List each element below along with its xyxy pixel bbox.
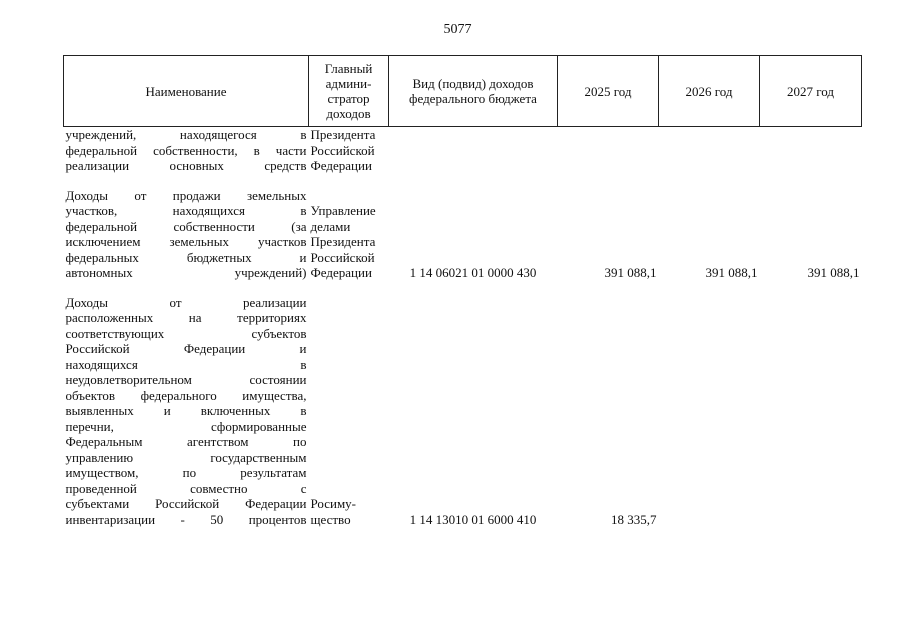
revenue-table bbox=[63, 55, 862, 527]
row-gap bbox=[64, 174, 862, 188]
header-admin: Главный админи- стратор доходов bbox=[309, 56, 389, 127]
row-2026: 391 088,1 bbox=[705, 265, 758, 280]
row-name: Доходы от реализации расположенных на территориях соответствующих субъектов Российской Федерации и находящихся в неудовлетворительном состоянии объектов федерального имущества, выявленных и включенных в перечни, сформированные Федеральным агентством по управлению государственным имуществом, по результатам проведенной совместно с субъектами Российской Федерации инвентаризации - 50 процентов bbox=[65, 294, 307, 527]
row-admin: Президента Российской Федерации bbox=[310, 127, 376, 173]
header-2027: 2027 год bbox=[760, 56, 862, 127]
header-2025: 2025 год bbox=[558, 56, 659, 127]
row-2026 bbox=[659, 127, 760, 174]
table-row bbox=[64, 127, 862, 174]
row-2027 bbox=[760, 295, 862, 528]
row-2027: 391 088,1 bbox=[807, 265, 860, 280]
table-row bbox=[64, 188, 862, 281]
row-2025: 391 088,1 bbox=[604, 265, 657, 280]
row-2026 bbox=[659, 295, 760, 528]
table-header-row bbox=[64, 56, 862, 127]
row-2027 bbox=[760, 127, 862, 174]
table-row bbox=[64, 295, 862, 528]
row-admin: Управление делами Президента Российской Федерации bbox=[310, 203, 376, 280]
row-name: Доходы от продажи земельных участков, находящихся в федеральной собственности (за исключением земельных участков федеральных бюджетных и автономных учреждений) bbox=[65, 187, 307, 280]
row-admin: Росиму- щество bbox=[310, 496, 357, 527]
row-name: учреждений, находящегося в федеральной собственности, в части реализации основных средств bbox=[65, 127, 307, 173]
row-2025 bbox=[558, 127, 659, 174]
row-code: 1 14 13010 01 6000 410 bbox=[409, 511, 537, 527]
header-2026: 2026 год bbox=[659, 56, 760, 127]
header-name: Наименование bbox=[64, 56, 309, 127]
page-number: 5077 bbox=[443, 22, 472, 37]
row-code bbox=[389, 127, 558, 174]
row-gap bbox=[64, 281, 862, 295]
row-code: 1 14 06021 01 0000 430 bbox=[409, 265, 537, 280]
row-2025: 18 335,7 bbox=[611, 511, 657, 527]
header-revenue-type: Вид (подвид) доходов федерального бюджета bbox=[389, 56, 558, 127]
